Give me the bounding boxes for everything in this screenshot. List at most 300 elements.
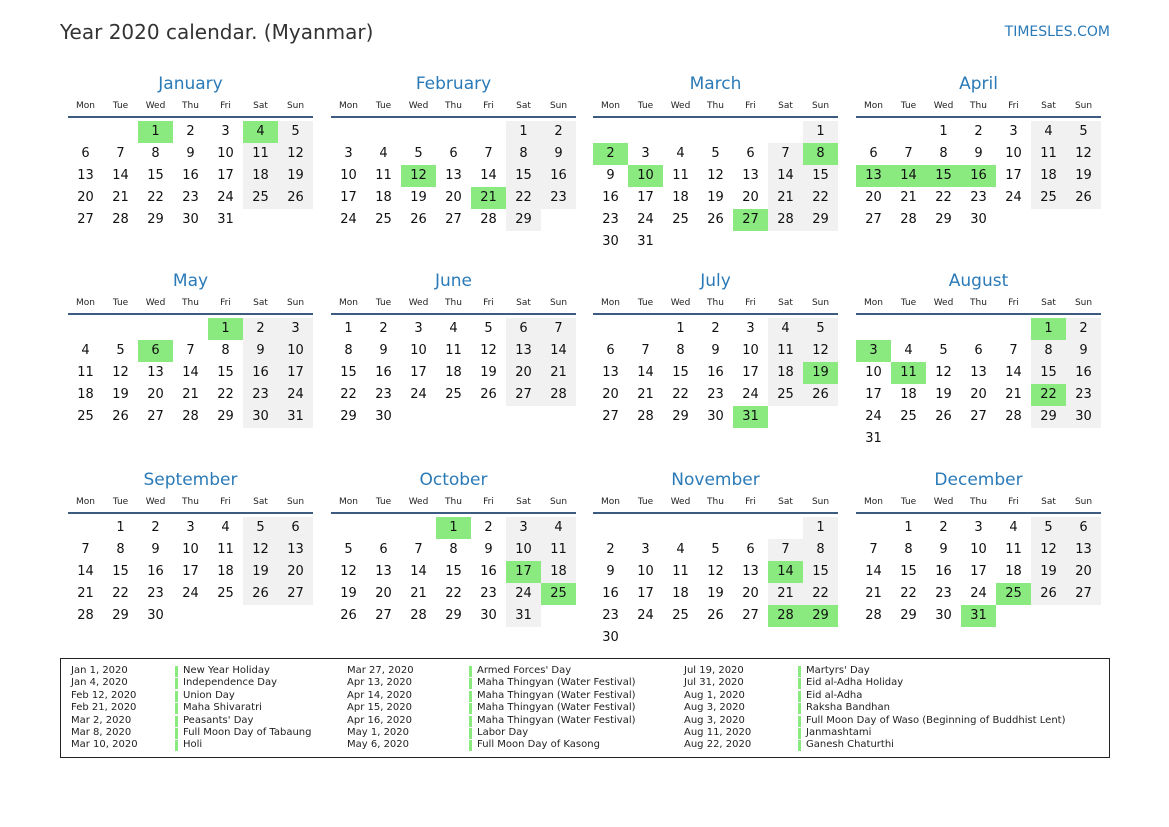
day-cell[interactable]: 20 (147, 387, 164, 402)
day-cell[interactable]: 3 (974, 520, 983, 535)
day-cell[interactable]: 5 (1031, 517, 1066, 539)
day-cell[interactable]: 15 (112, 564, 129, 579)
day-cell[interactable]: 31 (865, 431, 882, 446)
day-cell[interactable]: 1 (803, 517, 838, 539)
day-cell[interactable]: 30 (182, 212, 199, 227)
day-cell[interactable]: 24 (637, 608, 654, 623)
holiday-day-cell[interactable]: 15 (926, 165, 961, 187)
day-cell[interactable]: 5 (711, 542, 720, 557)
day-cell[interactable]: 22 (445, 586, 462, 601)
day-cell[interactable]: 18 (541, 561, 576, 583)
day-cell[interactable]: 29 (672, 409, 689, 424)
day-cell[interactable]: 24 (410, 387, 427, 402)
day-cell[interactable]: 26 (480, 387, 497, 402)
day-cell[interactable]: 3 (641, 542, 650, 557)
day-cell[interactable]: 7 (414, 542, 423, 557)
day-cell[interactable]: 23 (243, 384, 278, 406)
day-cell[interactable]: 22 (340, 387, 357, 402)
day-cell[interactable]: 9 (379, 343, 388, 358)
day-cell[interactable]: 5 (939, 343, 948, 358)
day-cell[interactable]: 13 (1066, 539, 1101, 561)
day-cell[interactable]: 1 (904, 520, 913, 535)
day-cell[interactable]: 17 (340, 190, 357, 205)
day-cell[interactable]: 26 (410, 212, 427, 227)
day-cell[interactable]: 11 (243, 143, 278, 165)
day-cell[interactable]: 27 (1066, 583, 1101, 605)
day-cell[interactable]: 11 (672, 564, 689, 579)
day-cell[interactable]: 3 (746, 321, 755, 336)
day-cell[interactable]: 22 (935, 190, 952, 205)
day-cell[interactable]: 18 (900, 387, 917, 402)
day-cell[interactable]: 20 (375, 586, 392, 601)
day-cell[interactable]: 18 (375, 190, 392, 205)
day-cell[interactable]: 12 (707, 168, 724, 183)
day-cell[interactable]: 26 (278, 187, 313, 209)
day-cell[interactable]: 8 (221, 343, 230, 358)
day-cell[interactable]: 13 (602, 365, 619, 380)
day-cell[interactable]: 2 (939, 520, 948, 535)
holiday-day-cell[interactable]: 1 (1031, 318, 1066, 340)
day-cell[interactable]: 2 (484, 520, 493, 535)
day-cell[interactable]: 26 (707, 212, 724, 227)
day-cell[interactable]: 19 (1031, 561, 1066, 583)
day-cell[interactable]: 23 (541, 187, 576, 209)
holiday-day-cell[interactable]: 31 (733, 406, 768, 428)
day-cell[interactable]: 6 (379, 542, 388, 557)
day-cell[interactable]: 6 (81, 146, 90, 161)
day-cell[interactable]: 17 (1005, 168, 1022, 183)
day-cell[interactable]: 27 (375, 608, 392, 623)
day-cell[interactable]: 31 (506, 605, 541, 627)
day-cell[interactable]: 17 (182, 564, 199, 579)
day-cell[interactable]: 18 (1031, 165, 1066, 187)
day-cell[interactable]: 2 (606, 542, 615, 557)
day-cell[interactable]: 15 (445, 564, 462, 579)
day-cell[interactable]: 23 (375, 387, 392, 402)
day-cell[interactable]: 25 (672, 212, 689, 227)
holiday-day-cell[interactable]: 6 (138, 340, 173, 362)
day-cell[interactable]: 27 (865, 212, 882, 227)
day-cell[interactable]: 16 (602, 190, 619, 205)
day-cell[interactable]: 28 (900, 212, 917, 227)
day-cell[interactable]: 12 (480, 343, 497, 358)
day-cell[interactable]: 24 (506, 583, 541, 605)
day-cell[interactable]: 28 (768, 209, 803, 231)
day-cell[interactable]: 11 (768, 340, 803, 362)
day-cell[interactable]: 14 (410, 564, 427, 579)
day-cell[interactable]: 11 (541, 539, 576, 561)
day-cell[interactable]: 1 (939, 124, 948, 139)
day-cell[interactable]: 20 (602, 387, 619, 402)
holiday-day-cell[interactable]: 4 (243, 121, 278, 143)
day-cell[interactable]: 23 (182, 190, 199, 205)
day-cell[interactable]: 21 (900, 190, 917, 205)
day-cell[interactable]: 27 (445, 212, 462, 227)
day-cell[interactable]: 30 (375, 409, 392, 424)
day-cell[interactable]: 29 (506, 209, 541, 231)
day-cell[interactable]: 4 (1031, 121, 1066, 143)
day-cell[interactable]: 21 (182, 387, 199, 402)
day-cell[interactable]: 16 (147, 564, 164, 579)
day-cell[interactable]: 26 (1066, 187, 1101, 209)
holiday-day-cell[interactable]: 14 (891, 165, 926, 187)
day-cell[interactable]: 23 (602, 608, 619, 623)
day-cell[interactable]: 22 (217, 387, 234, 402)
day-cell[interactable]: 4 (676, 146, 685, 161)
day-cell[interactable]: 12 (1031, 539, 1066, 561)
day-cell[interactable]: 26 (112, 409, 129, 424)
day-cell[interactable]: 12 (243, 539, 278, 561)
day-cell[interactable]: 23 (602, 212, 619, 227)
day-cell[interactable]: 24 (637, 212, 654, 227)
day-cell[interactable]: 30 (602, 630, 619, 645)
day-cell[interactable]: 3 (506, 517, 541, 539)
day-cell[interactable]: 26 (1031, 583, 1066, 605)
day-cell[interactable]: 9 (606, 564, 615, 579)
day-cell[interactable]: 26 (340, 608, 357, 623)
day-cell[interactable]: 25 (672, 608, 689, 623)
holiday-day-cell[interactable]: 25 (996, 583, 1031, 605)
day-cell[interactable]: 27 (970, 409, 987, 424)
day-cell[interactable]: 25 (217, 586, 234, 601)
holiday-day-cell[interactable]: 14 (768, 561, 803, 583)
holiday-day-cell[interactable]: 31 (961, 605, 996, 627)
day-cell[interactable]: 11 (1031, 143, 1066, 165)
day-cell[interactable]: 28 (480, 212, 497, 227)
day-cell[interactable]: 10 (217, 146, 234, 161)
day-cell[interactable]: 5 (1066, 121, 1101, 143)
day-cell[interactable]: 12 (803, 340, 838, 362)
day-cell[interactable]: 14 (541, 340, 576, 362)
day-cell[interactable]: 8 (1031, 340, 1066, 362)
day-cell[interactable]: 13 (147, 365, 164, 380)
day-cell[interactable]: 19 (410, 190, 427, 205)
day-cell[interactable]: 6 (746, 146, 755, 161)
day-cell[interactable]: 6 (506, 318, 541, 340)
holiday-day-cell[interactable]: 22 (1031, 384, 1066, 406)
day-cell[interactable]: 22 (506, 187, 541, 209)
day-cell[interactable]: 17 (410, 365, 427, 380)
day-cell[interactable]: 2 (379, 321, 388, 336)
day-cell[interactable]: 10 (637, 564, 654, 579)
holiday-day-cell[interactable]: 12 (401, 165, 436, 187)
day-cell[interactable]: 5 (243, 517, 278, 539)
day-cell[interactable]: 7 (81, 542, 90, 557)
day-cell[interactable]: 11 (77, 365, 94, 380)
day-cell[interactable]: 25 (77, 409, 94, 424)
day-cell[interactable]: 29 (340, 409, 357, 424)
day-cell[interactable]: 1 (344, 321, 353, 336)
day-cell[interactable]: 6 (1066, 517, 1101, 539)
day-cell[interactable]: 16 (243, 362, 278, 384)
day-cell[interactable]: 9 (243, 340, 278, 362)
day-cell[interactable]: 27 (147, 409, 164, 424)
day-cell[interactable]: 20 (506, 362, 541, 384)
day-cell[interactable]: 19 (935, 387, 952, 402)
day-cell[interactable]: 9 (1066, 340, 1101, 362)
day-cell[interactable]: 13 (77, 168, 94, 183)
day-cell[interactable]: 30 (243, 406, 278, 428)
day-cell[interactable]: 14 (637, 365, 654, 380)
day-cell[interactable]: 13 (742, 168, 759, 183)
day-cell[interactable]: 30 (970, 212, 987, 227)
day-cell[interactable]: 5 (711, 146, 720, 161)
day-cell[interactable]: 15 (147, 168, 164, 183)
day-cell[interactable]: 9 (186, 146, 195, 161)
day-cell[interactable]: 10 (182, 542, 199, 557)
day-cell[interactable]: 22 (672, 387, 689, 402)
day-cell[interactable]: 24 (217, 190, 234, 205)
day-cell[interactable]: 21 (637, 387, 654, 402)
day-cell[interactable]: 20 (1066, 561, 1101, 583)
day-cell[interactable]: 18 (217, 564, 234, 579)
day-cell[interactable]: 23 (480, 586, 497, 601)
day-cell[interactable]: 4 (676, 542, 685, 557)
day-cell[interactable]: 22 (803, 187, 838, 209)
day-cell[interactable]: 13 (278, 539, 313, 561)
day-cell[interactable]: 20 (970, 387, 987, 402)
day-cell[interactable]: 11 (445, 343, 462, 358)
day-cell[interactable]: 24 (340, 212, 357, 227)
day-cell[interactable]: 3 (221, 124, 230, 139)
day-cell[interactable]: 19 (1066, 165, 1101, 187)
day-cell[interactable]: 5 (344, 542, 353, 557)
day-cell[interactable]: 10 (278, 340, 313, 362)
day-cell[interactable]: 23 (935, 586, 952, 601)
day-cell[interactable]: 16 (935, 564, 952, 579)
day-cell[interactable]: 7 (186, 343, 195, 358)
day-cell[interactable]: 30 (935, 608, 952, 623)
day-cell[interactable]: 22 (803, 583, 838, 605)
day-cell[interactable]: 9 (541, 143, 576, 165)
day-cell[interactable]: 2 (151, 520, 160, 535)
holiday-day-cell[interactable]: 27 (733, 209, 768, 231)
holiday-day-cell[interactable]: 3 (856, 340, 891, 362)
day-cell[interactable]: 17 (278, 362, 313, 384)
day-cell[interactable]: 8 (939, 146, 948, 161)
day-cell[interactable]: 12 (340, 564, 357, 579)
day-cell[interactable]: 3 (414, 321, 423, 336)
day-cell[interactable]: 30 (147, 608, 164, 623)
day-cell[interactable]: 18 (445, 365, 462, 380)
day-cell[interactable]: 24 (865, 409, 882, 424)
day-cell[interactable]: 5 (803, 318, 838, 340)
day-cell[interactable]: 29 (900, 608, 917, 623)
day-cell[interactable]: 28 (865, 608, 882, 623)
day-cell[interactable]: 9 (711, 343, 720, 358)
day-cell[interactable]: 25 (900, 409, 917, 424)
day-cell[interactable]: 21 (410, 586, 427, 601)
day-cell[interactable]: 26 (935, 409, 952, 424)
day-cell[interactable]: 14 (768, 165, 803, 187)
day-cell[interactable]: 28 (410, 608, 427, 623)
day-cell[interactable]: 8 (904, 542, 913, 557)
day-cell[interactable]: 27 (602, 409, 619, 424)
day-cell[interactable]: 18 (77, 387, 94, 402)
day-cell[interactable]: 21 (768, 583, 803, 605)
day-cell[interactable]: 30 (1066, 406, 1101, 428)
day-cell[interactable]: 4 (1009, 520, 1018, 535)
day-cell[interactable]: 19 (707, 586, 724, 601)
holiday-day-cell[interactable]: 17 (506, 561, 541, 583)
day-cell[interactable]: 15 (506, 165, 541, 187)
day-cell[interactable]: 24 (970, 586, 987, 601)
holiday-day-cell[interactable]: 25 (541, 583, 576, 605)
day-cell[interactable]: 28 (112, 212, 129, 227)
day-cell[interactable]: 21 (768, 187, 803, 209)
day-cell[interactable]: 8 (116, 542, 125, 557)
day-cell[interactable]: 7 (869, 542, 878, 557)
day-cell[interactable]: 29 (803, 209, 838, 231)
day-cell[interactable]: 28 (1005, 409, 1022, 424)
day-cell[interactable]: 3 (344, 146, 353, 161)
day-cell[interactable]: 28 (77, 608, 94, 623)
day-cell[interactable]: 25 (445, 387, 462, 402)
day-cell[interactable]: 6 (449, 146, 458, 161)
day-cell[interactable]: 2 (541, 121, 576, 143)
day-cell[interactable]: 8 (449, 542, 458, 557)
day-cell[interactable]: 23 (1066, 384, 1101, 406)
day-cell[interactable]: 9 (974, 146, 983, 161)
day-cell[interactable]: 12 (278, 143, 313, 165)
day-cell[interactable]: 3 (641, 146, 650, 161)
day-cell[interactable]: 1 (803, 121, 838, 143)
day-cell[interactable]: 9 (151, 542, 160, 557)
holiday-day-cell[interactable]: 16 (961, 165, 996, 187)
day-cell[interactable]: 8 (344, 343, 353, 358)
day-cell[interactable]: 13 (970, 365, 987, 380)
day-cell[interactable]: 4 (81, 343, 90, 358)
holiday-day-cell[interactable]: 28 (768, 605, 803, 627)
day-cell[interactable]: 6 (746, 542, 755, 557)
holiday-day-cell[interactable]: 1 (436, 517, 471, 539)
day-cell[interactable]: 7 (484, 146, 493, 161)
day-cell[interactable]: 24 (182, 586, 199, 601)
day-cell[interactable]: 20 (742, 586, 759, 601)
day-cell[interactable]: 17 (637, 586, 654, 601)
day-cell[interactable]: 10 (742, 343, 759, 358)
day-cell[interactable]: 17 (865, 387, 882, 402)
day-cell[interactable]: 29 (112, 608, 129, 623)
day-cell[interactable]: 16 (375, 365, 392, 380)
day-cell[interactable]: 12 (935, 365, 952, 380)
day-cell[interactable]: 17 (742, 365, 759, 380)
day-cell[interactable]: 25 (375, 212, 392, 227)
day-cell[interactable]: 31 (278, 406, 313, 428)
day-cell[interactable]: 10 (970, 542, 987, 557)
day-cell[interactable]: 14 (865, 564, 882, 579)
holiday-day-cell[interactable]: 19 (803, 362, 838, 384)
day-cell[interactable]: 12 (1066, 143, 1101, 165)
day-cell[interactable]: 27 (506, 384, 541, 406)
day-cell[interactable]: 20 (77, 190, 94, 205)
day-cell[interactable]: 29 (1031, 406, 1066, 428)
day-cell[interactable]: 29 (935, 212, 952, 227)
day-cell[interactable]: 18 (768, 362, 803, 384)
day-cell[interactable]: 5 (278, 121, 313, 143)
day-cell[interactable]: 24 (742, 387, 759, 402)
day-cell[interactable]: 13 (375, 564, 392, 579)
day-cell[interactable]: 14 (112, 168, 129, 183)
day-cell[interactable]: 9 (939, 542, 948, 557)
day-cell[interactable]: 16 (1066, 362, 1101, 384)
day-cell[interactable]: 11 (375, 168, 392, 183)
day-cell[interactable]: 24 (1005, 190, 1022, 205)
day-cell[interactable]: 11 (672, 168, 689, 183)
day-cell[interactable]: 10 (506, 539, 541, 561)
day-cell[interactable]: 19 (340, 586, 357, 601)
day-cell[interactable]: 4 (768, 318, 803, 340)
holiday-day-cell[interactable]: 11 (891, 362, 926, 384)
day-cell[interactable]: 15 (217, 365, 234, 380)
day-cell[interactable]: 3 (278, 318, 313, 340)
holiday-day-cell[interactable]: 1 (138, 121, 173, 143)
day-cell[interactable]: 13 (506, 340, 541, 362)
day-cell[interactable]: 1 (506, 121, 541, 143)
day-cell[interactable]: 18 (672, 190, 689, 205)
day-cell[interactable]: 7 (541, 318, 576, 340)
day-cell[interactable]: 25 (243, 187, 278, 209)
day-cell[interactable]: 30 (602, 234, 619, 249)
day-cell[interactable]: 16 (541, 165, 576, 187)
day-cell[interactable]: 15 (900, 564, 917, 579)
day-cell[interactable]: 2 (243, 318, 278, 340)
day-cell[interactable]: 4 (449, 321, 458, 336)
day-cell[interactable]: 19 (112, 387, 129, 402)
day-cell[interactable]: 16 (480, 564, 497, 579)
day-cell[interactable]: 16 (182, 168, 199, 183)
day-cell[interactable]: 23 (147, 586, 164, 601)
holiday-day-cell[interactable]: 13 (856, 165, 891, 187)
day-cell[interactable]: 19 (707, 190, 724, 205)
day-cell[interactable]: 18 (672, 586, 689, 601)
day-cell[interactable]: 10 (340, 168, 357, 183)
site-link[interactable]: TIMESLES.COM (1004, 24, 1110, 40)
day-cell[interactable]: 28 (182, 409, 199, 424)
day-cell[interactable]: 15 (803, 165, 838, 187)
day-cell[interactable]: 21 (865, 586, 882, 601)
day-cell[interactable]: 12 (707, 564, 724, 579)
day-cell[interactable]: 21 (1005, 387, 1022, 402)
day-cell[interactable]: 17 (637, 190, 654, 205)
day-cell[interactable]: 15 (340, 365, 357, 380)
day-cell[interactable]: 2 (186, 124, 195, 139)
day-cell[interactable]: 13 (742, 564, 759, 579)
day-cell[interactable]: 4 (541, 517, 576, 539)
day-cell[interactable]: 16 (707, 365, 724, 380)
day-cell[interactable]: 9 (606, 168, 615, 183)
day-cell[interactable]: 25 (768, 384, 803, 406)
day-cell[interactable]: 15 (803, 561, 838, 583)
day-cell[interactable]: 23 (707, 387, 724, 402)
day-cell[interactable]: 15 (672, 365, 689, 380)
day-cell[interactable]: 2 (711, 321, 720, 336)
day-cell[interactable]: 4 (379, 146, 388, 161)
day-cell[interactable]: 18 (1005, 564, 1022, 579)
day-cell[interactable]: 20 (865, 190, 882, 205)
day-cell[interactable]: 19 (243, 561, 278, 583)
day-cell[interactable]: 26 (243, 583, 278, 605)
holiday-day-cell[interactable]: 29 (803, 605, 838, 627)
day-cell[interactable]: 22 (147, 190, 164, 205)
day-cell[interactable]: 6 (869, 146, 878, 161)
day-cell[interactable]: 10 (410, 343, 427, 358)
day-cell[interactable]: 13 (445, 168, 462, 183)
day-cell[interactable]: 21 (541, 362, 576, 384)
day-cell[interactable]: 30 (480, 608, 497, 623)
day-cell[interactable]: 20 (278, 561, 313, 583)
day-cell[interactable]: 17 (217, 168, 234, 183)
